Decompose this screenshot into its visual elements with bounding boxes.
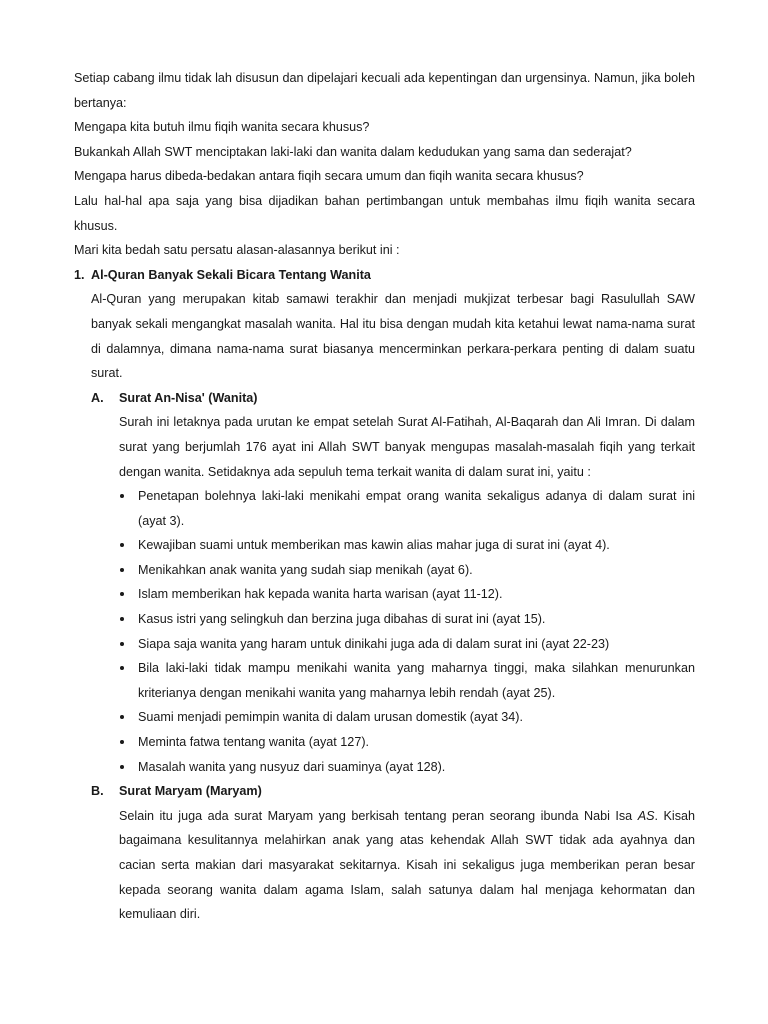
bullet-icon [120,617,124,621]
subsection-paragraph [119,804,695,927]
subsection-paragraph: Surah ini letaknya pada urutan ke empat setelah Surat Al-Fatihah, Al-Baqarah dan Ali Imran. Di dalam surat yang berjumlah 176 ayat ini Allah SWT banyak mengupas masalah-masalah fiqih yang terkait dengan wanita. Setidaknya ada sepuluh tema terkait wanita di dalam surat ini, yaitu : [119,415,695,479]
paragraph-italic-text: AS [637,808,655,823]
subsection-a-heading [91,386,695,411]
list-item-text: Bila laki-laki tidak mampu menikahi wanita yang maharnya tinggi, maka silahkan menurunkan kriterianya dengan menikahi wanita yang maharnya lebih rendah (ayat 25). [138,661,695,700]
intro-paragraph: Setiap cabang ilmu tidak lah disusun dan dipelajari kecuali ada kepentingan dan urgensinya. Namun, jika boleh bertanya: [74,71,695,110]
section-title: Al-Quran Banyak Sekali Bicara Tentang Wanita [91,267,371,282]
list-item [119,558,695,583]
intro-lead: Mari kita bedah satu persatu alasan-alasannya berikut ini : [74,243,400,258]
bullet-icon [120,592,124,596]
paragraph-text: . Kisah bagaimana kesulitannya melahirkan anak yang atas kehendak Allah SWT tidak ada ayahnya dan cacian serta makian dari masyarakat sekitarnya. Kisah ini sekaligus juga memberikan peran besar kepada seorang wanita dalam agama Islam, salah satunya dalam hal menjaga kehormatan dan kemuliaan diri. [119,808,695,922]
intro-question: Mengapa kita butuh ilmu fiqih wanita secara khusus? [74,120,370,135]
list-item-text: Menikahkan anak wanita yang sudah siap menikah (ayat 6). [138,562,473,577]
bullet-icon [120,666,124,670]
list-item [119,607,695,632]
list-item [119,705,695,730]
bullet-icon [120,715,124,719]
list-item [119,730,695,755]
list-item [119,632,695,657]
list-item-text: Islam memberikan hak kepada wanita harta warisan (ayat 11-12). [138,587,503,602]
list-item [119,533,695,558]
subsection-title: Surat Maryam (Maryam) [119,784,262,799]
list-item-text: Penetapan bolehnya laki-laki menikahi empat orang wanita sekaligus adanya di dalam surat ini (ayat 3). [138,489,695,528]
bullet-icon [120,494,124,498]
subsection-title: Surat An-Nisa' (Wanita) [119,390,258,405]
subsection-letter: A. [91,390,104,405]
section-1-body [91,287,695,385]
bullet-icon [120,568,124,572]
list-item-text: Kasus istri yang selingkuh dan berzina juga dibahas di surat ini (ayat 15). [138,612,546,627]
list-item-text: Kewajiban suami untuk memberikan mas kawin alias mahar juga di surat ini (ayat 4). [138,538,610,553]
bullet-icon [120,740,124,744]
list-item-text: Meminta fatwa tentang wanita (ayat 127). [138,735,370,750]
intro-question: Bukankah Allah SWT menciptakan laki-laki dan wanita dalam kedudukan yang sama dan sederajat? [74,144,632,159]
bullet-list [119,484,695,779]
subsection-letter: B. [91,784,104,799]
list-item-text: Suami menjadi pemimpin wanita di dalam urusan domestik (ayat 34). [138,710,523,725]
intro-question: Lalu hal-hal apa saja yang bisa dijadikan bahan pertimbangan untuk membahas ilmu fiqih wanita secara khusus. [74,193,695,233]
list-item-text: Siapa saja wanita yang haram untuk dinikahi juga ada di dalam surat ini (ayat 22-23) [138,636,610,651]
paragraph-text: Selain itu juga ada surat Maryam yang berkisah tentang peran seorang ibunda Nabi Isa [119,808,638,823]
subsection-b-body [119,804,695,927]
subsection-b-heading [91,779,695,804]
subsection-a-body [119,410,695,779]
list-item-text: Masalah wanita yang nusyuz dari suaminya (ayat 128). [138,759,446,774]
list-item [119,755,695,780]
section-1-heading [74,263,695,288]
bullet-icon [120,543,124,547]
intro-section [74,66,695,263]
list-item [119,582,695,607]
bullet-icon [120,765,124,769]
bullet-icon [120,642,124,646]
section-paragraph: Al-Quran yang merupakan kitab samawi terakhir dan menjadi mukjizat terbesar bagi Rasulullah SAW banyak sekali mengangkat masalah wanita. Hal itu bisa dengan mudah kita ketahui lewat nama-nama surat di dalamnya, dimana nama-nama surat biasanya mencerminkan perkara-perkara penting di dalam suatu surat. [91,292,695,381]
list-item [119,484,695,533]
intro-question: Mengapa harus dibeda-bedakan antara fiqih secara umum dan fiqih wanita secara khusus? [74,169,584,184]
list-item [119,656,695,705]
section-number: 1. [74,267,85,282]
